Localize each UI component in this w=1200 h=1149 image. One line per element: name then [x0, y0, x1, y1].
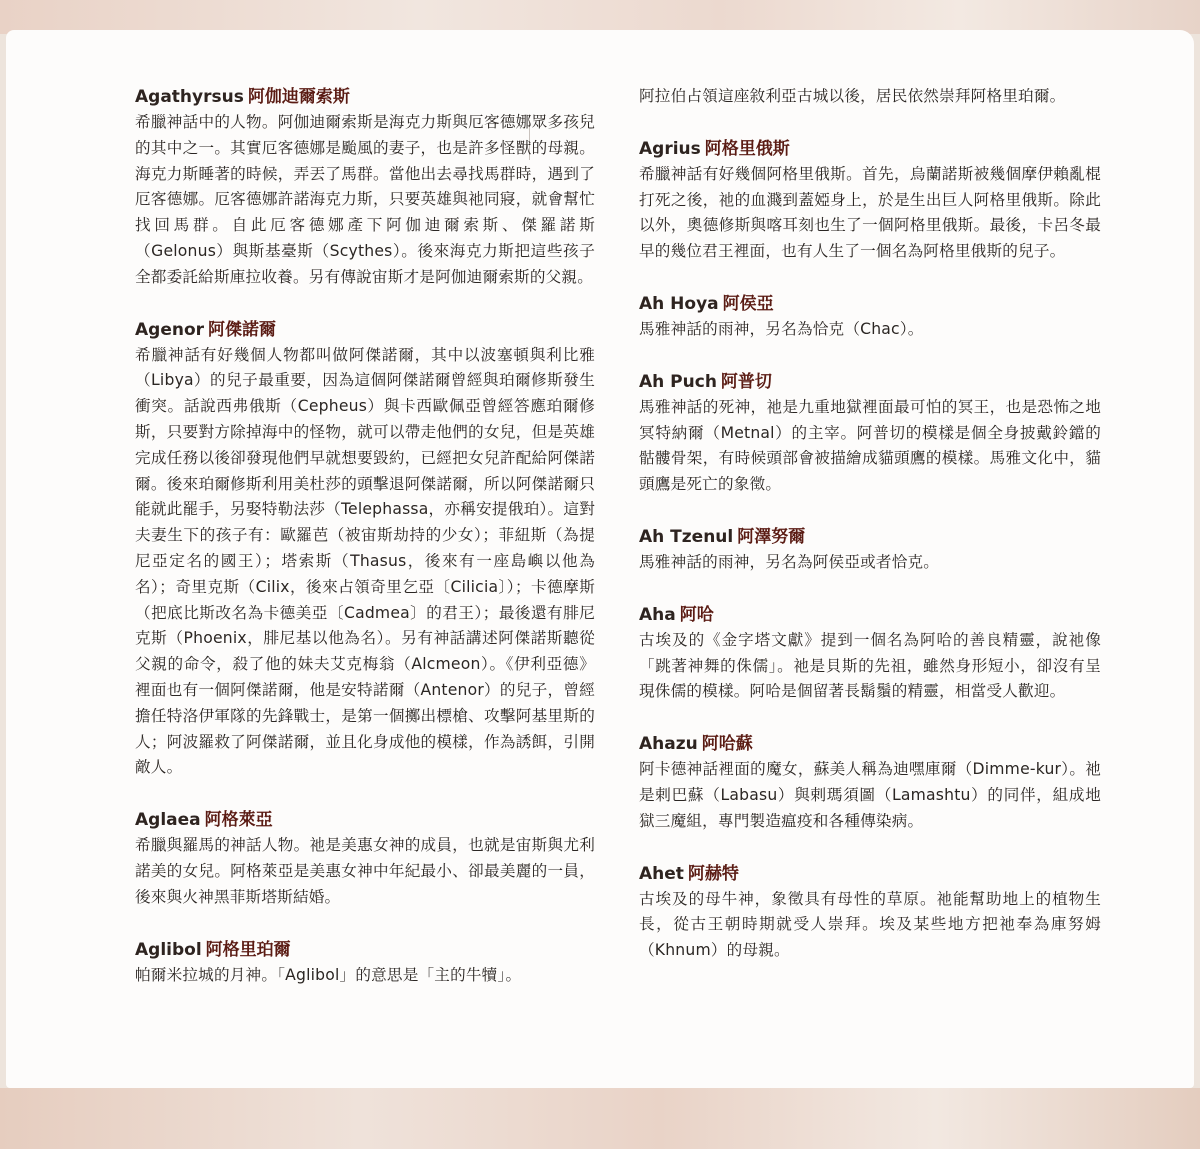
entry-term: Aha — [639, 604, 676, 625]
entry-text: 阿卡德神話裡面的魔女，蘇美人稱為迪嘿庫爾（Dimme-kur）。祂是剌巴蘇（Labasu）與剌瑪須圖（Lamashtu）的同伴，組成地獄三魔組，專門製造瘟疫和各種傳染病。 — [639, 760, 1101, 830]
entry-heading — [135, 317, 595, 343]
entry-heading — [639, 291, 1101, 317]
entry-ah-puch — [639, 369, 1101, 498]
entry-heading — [639, 731, 1101, 757]
entry-term: Ahazu — [639, 734, 698, 755]
entry-term: Ah Tzenul — [639, 526, 734, 547]
entry-text: 古埃及的母牛神，象徵具有母性的草原。祂能幫助地上的植物生長，從古王朝時期就受人崇拜。埃及某些地方把祂奉為庫努姆（Khnum）的母親。 — [639, 889, 1101, 960]
entry-heading — [135, 84, 595, 110]
entry-agathyrsus — [135, 84, 595, 291]
entry-text: 希臘與羅馬的神話人物。祂是美惠女神的成員，也就是宙斯與尤利諾美的女兒。阿格萊亞是美惠女神中年紀最小、卻最美麗的一員，後來與火神黑菲斯塔斯結婚。 — [135, 836, 595, 906]
entry-ahazu — [639, 731, 1101, 834]
entry-continuation — [639, 84, 1101, 110]
entry-agrius — [639, 136, 1101, 265]
entry-chinese-name: 阿澤努爾 — [737, 526, 806, 547]
entry-chinese-name: 阿格里珀爾 — [205, 939, 291, 960]
entry-heading — [639, 136, 1101, 162]
continuation-text: 阿拉伯占領這座敘利亞古城以後，居民依然崇拜阿格里珀爾。 — [639, 87, 1066, 105]
entry-term: Ah Puch — [639, 371, 717, 392]
entry-chinese-name: 阿普切 — [720, 371, 772, 392]
entry-text: 馬雅神話的雨神，另名為恰克（Chac）。 — [639, 319, 924, 338]
entry-term: Agenor — [135, 319, 205, 340]
entry-ah-tzenul — [639, 524, 1101, 576]
entry-chinese-name: 阿赫特 — [687, 863, 739, 884]
entry-text: 希臘神話中的人物。阿伽迪爾索斯是海克力斯與厄客德娜眾多孩兒的其中之一。其實厄客德娜是颱風的妻子，也是許多怪獸的母親。海克力斯睡著的時候，弄丟了馬群。當他出去尋找馬群時，遇到了厄客德娜。厄客德娜許諾海克力斯，只要英雄與祂同寢，就會幫忙找回馬群。自此厄客德娜產下阿伽迪爾索斯、傑羅諾斯（Gelonus）與斯基臺斯（Scythes）。後來海克力斯把這些孩子全都委託給斯庫拉收養。另有傳說宙斯才是阿伽迪爾索斯的父親。 — [135, 113, 595, 286]
entry-text: 馬雅神話的死神，祂是九重地獄裡面最可怕的冥王，也是恐怖之地冥特納爾（Metnal）的主宰。阿普切的模樣是個全身披戴鈴鐺的骷髏骨架，有時候頭部會被描繪成貓頭鷹的模樣。馬雅文化中，貓頭鷹是死亡的象徵。 — [639, 397, 1101, 494]
entry-ahet — [639, 861, 1101, 964]
entry-aglibol — [135, 937, 595, 989]
entry-term: Agathyrsus — [135, 87, 244, 107]
entry-chinese-name: 阿哈蘇 — [701, 734, 753, 755]
entry-chinese-name: 阿伽迪爾索斯 — [247, 87, 350, 107]
entry-term: Ahet — [639, 863, 684, 884]
entry-chinese-name: 阿哈 — [679, 604, 714, 625]
entry-term: Aglibol — [135, 939, 202, 960]
entry-text: 古埃及的《金字塔文獻》提到一個名為阿哈的善良精靈，說祂像「跳著神舞的侏儒」。祂是貝斯的先祖，雖然身形短小，卻沒有呈現侏儒的模樣。阿哈是個留著長鬍鬚的精靈，相當受人歡迎。 — [639, 630, 1101, 701]
entry-agenor — [135, 317, 595, 782]
entry-chinese-name: 阿侯亞 — [722, 293, 774, 314]
entry-heading — [135, 937, 595, 963]
entry-text: 帕爾米拉城的月神。「Aglibol」的意思是「主的牛犢」。 — [135, 965, 522, 984]
entry-chinese-name: 阿傑諾爾 — [208, 319, 277, 340]
right-column — [639, 84, 1101, 990]
entry-heading — [639, 524, 1101, 550]
entry-text: 希臘神話有好幾個阿格里俄斯。首先，烏蘭諾斯被幾個摩伊賴亂棍打死之後，祂的血濺到蓋婭身上，於是生出巨人阿格里俄斯。除此以外，奧德修斯與喀耳刻也生了一個阿格里俄斯。最後，卡呂冬最早的幾位君王裡面，也有人生了一個名為阿格里俄斯的兒子。 — [639, 164, 1101, 261]
entry-chinese-name: 阿格里俄斯 — [704, 138, 790, 159]
entry-text: 希臘神話有好幾個人物都叫做阿傑諾爾，其中以波塞頓與利比雅（Libya）的兒子最重要，因為這個阿傑諾爾曾經與珀爾修斯發生衝突。話說西弗俄斯（Cepheus）與卡西歐佩亞曾經答應珀爾修斯，只要對方除掉海中的怪物，就可以帶走他們的女兒，但是英雄完成任務以後卻發現他們早就想要毀約，已經把女兒許配給阿傑諾爾。後來珀爾修斯利用美杜莎的頭擊退阿傑諾爾，所以阿傑諾爾只能就此罷手，另娶特勒法莎（Telephassa，亦稱安提俄珀）。這對夫妻生下的孩子有：歐羅芭（被宙斯劫持的少女）；菲紐斯（為提尼亞定名的國王）；塔索斯（Thasus，後來有一座島嶼以他為名）；奇里克斯（Cilix，後來占領奇里乞亞〔Cilicia〕）；卡德摩斯（把底比斯改名為卡德美亞〔Cadmea〕的君王）；最後還有腓尼克斯（Phoenix，腓尼基以他為名）。另有神話講述阿傑諾斯聽從父親的命令，殺了他的妹夫艾克梅翁（Alcmeon）。《伊利亞德》裡面也有一個阿傑諾爾，他是安特諾爾（Antenor）的兒子，曾經擔任特洛伊軍隊的先鋒戰士，是第一個擲出標槍、攻擊阿基里斯的人；阿波羅救了阿傑諾爾，並且化身成他的模樣，作為誘餌，引開敵人。 — [135, 345, 595, 777]
entry-heading — [639, 861, 1101, 887]
entry-text: 馬雅神話的雨神，另名為阿侯亞或者恰克。 — [639, 552, 940, 571]
entry-term: Ah Hoya — [639, 293, 719, 314]
entry-heading — [639, 602, 1101, 628]
entry-heading — [639, 369, 1101, 395]
entry-term: Aglaea — [135, 810, 201, 831]
entry-term: Agrius — [639, 138, 701, 159]
entry-ah-hoya — [639, 291, 1101, 343]
entry-heading — [135, 807, 595, 833]
entry-aglaea — [135, 807, 595, 910]
scan-bottom-edge — [0, 1088, 1200, 1149]
left-column — [135, 84, 595, 1014]
entry-aha — [639, 602, 1101, 705]
entry-chinese-name: 阿格萊亞 — [204, 810, 273, 831]
scan-top-edge — [0, 0, 1200, 34]
